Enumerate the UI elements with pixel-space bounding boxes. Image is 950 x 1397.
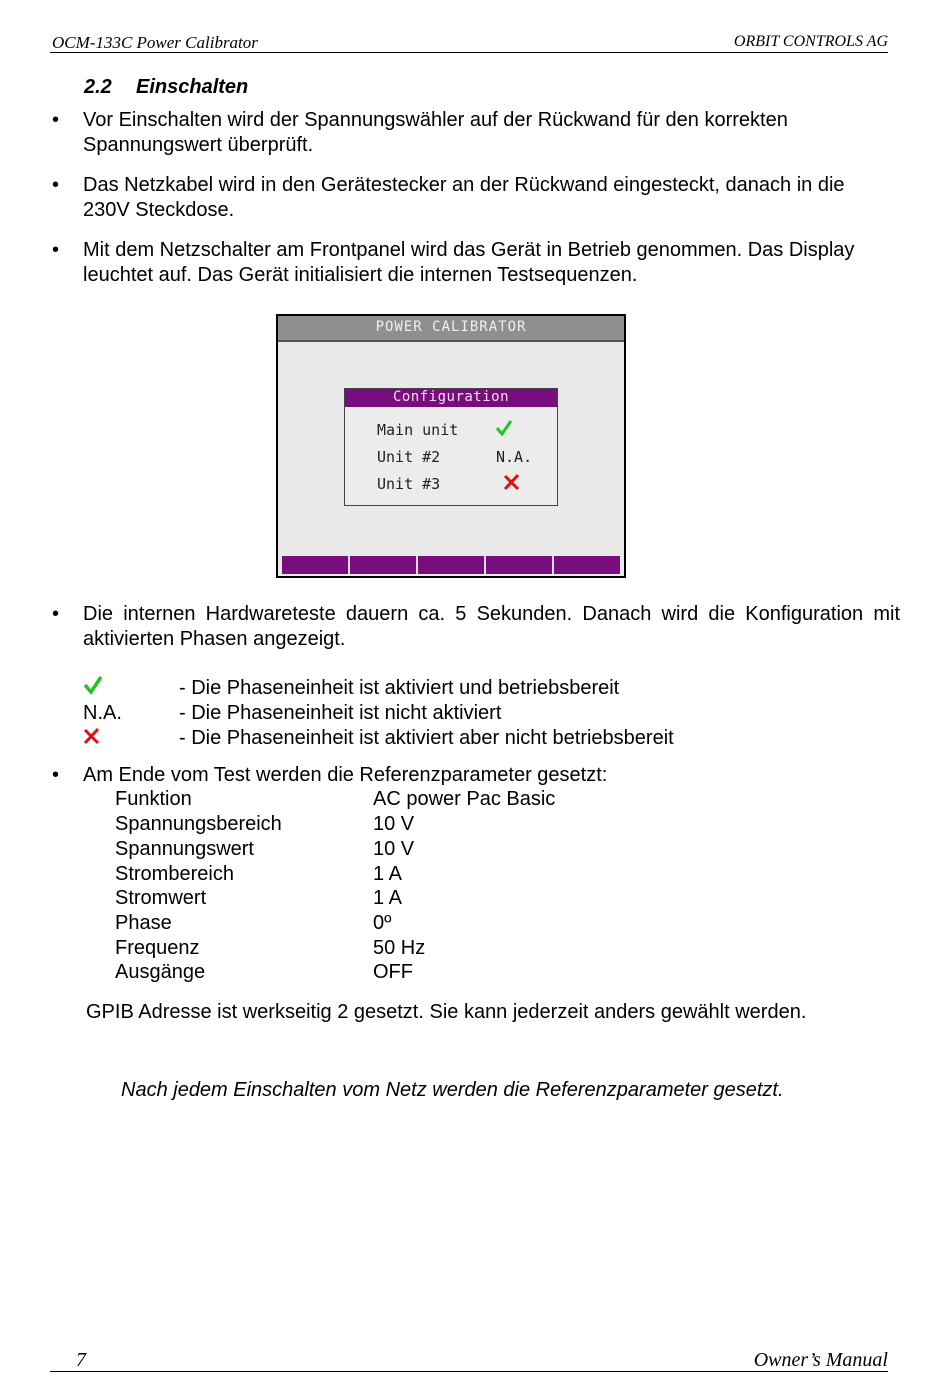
display-title: POWER CALIBRATOR xyxy=(375,319,527,335)
softkey xyxy=(552,556,620,574)
bullet-marker: • xyxy=(52,239,60,261)
gpib-note: GPIB Adresse ist werkseitig 2 gesetzt. Sie kann jederzeit anders gewählt werden. xyxy=(86,1001,807,1023)
configuration-title: Configuration xyxy=(392,389,510,405)
calibrator-display xyxy=(276,314,626,578)
param-value: AC power Pac Basic xyxy=(373,788,556,810)
footer-manual-title: Owner’s Manual xyxy=(753,1349,888,1371)
header-title: OCM-133C Power Calibrator xyxy=(52,33,258,52)
bullet-marker: • xyxy=(52,764,60,786)
softkey-bar xyxy=(282,556,620,574)
legend-text: - Die Phaseneinheit ist nicht aktiviert xyxy=(179,702,502,724)
softkey xyxy=(348,556,416,574)
check-icon xyxy=(495,419,513,441)
param-value: 1 A xyxy=(373,887,402,909)
bullet-text: Am Ende vom Test werden die Referenzparameter gesetzt: xyxy=(83,764,608,786)
check-icon xyxy=(83,675,103,700)
softkey xyxy=(484,556,552,574)
display-title-bar xyxy=(278,316,624,342)
param-name: Strombereich xyxy=(115,863,234,885)
bullet-marker: • xyxy=(52,603,60,625)
param-name: Funktion xyxy=(115,788,192,810)
bullet-marker: • xyxy=(52,174,60,196)
param-value: 50 Hz xyxy=(373,937,426,959)
header-company: ORBIT CONTROLS AG xyxy=(733,33,888,50)
param-value: 0º xyxy=(373,912,392,934)
param-name: Phase xyxy=(115,912,172,934)
unit-name: Unit #2 xyxy=(377,448,441,466)
param-name: Ausgänge xyxy=(115,961,206,983)
param-value: 10 V xyxy=(373,838,415,860)
unit-name: Unit #3 xyxy=(377,475,441,493)
bullet-marker: • xyxy=(52,109,60,131)
page-number: 7 xyxy=(76,1349,86,1371)
param-value: 1 A xyxy=(373,863,402,885)
cross-icon xyxy=(503,473,521,495)
param-name: Spannungswert xyxy=(115,838,254,860)
param-name: Stromwert xyxy=(115,887,207,909)
legend-symbol: N.A. xyxy=(83,702,122,724)
param-name: Spannungsbereich xyxy=(115,813,282,835)
softkey xyxy=(282,556,348,574)
bullet-text: Das Netzkabel wird in den Gerätestecker an der Rückwand eingesteckt, danach in die 230V Steckdose. xyxy=(83,174,845,221)
bullet-text: Vor Einschalten wird der Spannungswähler auf der Rückwand für den korrekten Spannungswert überprüft. xyxy=(83,109,788,156)
bullet-text: Die internen Hardwareteste dauern ca. 5 Sekunden. Danach wird die Konfiguration mit aktivierten Phasen angezeigt. xyxy=(83,603,900,650)
section-number: 2.2 xyxy=(84,76,112,98)
configuration-panel xyxy=(344,388,558,506)
legend-text: - Die Phaseneinheit ist aktiviert aber nicht betriebsbereit xyxy=(179,727,674,749)
bullet-text: Mit dem Netzschalter am Frontpanel wird das Gerät in Betrieb genommen. Das Display leuchtet auf. Das Gerät initialisiert die internen Testsequenzen. xyxy=(83,239,855,286)
param-value: 10 V xyxy=(373,813,415,835)
cross-icon xyxy=(83,727,101,750)
param-name: Frequenz xyxy=(115,937,200,959)
reference-note: Nach jedem Einschalten vom Netz werden die Referenzparameter gesetzt. xyxy=(121,1079,784,1101)
section-heading xyxy=(84,76,248,99)
unit-name: Main unit xyxy=(377,421,459,439)
configuration-header xyxy=(345,389,557,407)
unit-status: N.A. xyxy=(496,448,533,466)
param-value: OFF xyxy=(373,961,413,983)
page-header xyxy=(50,30,888,53)
section-title: Einschalten xyxy=(136,76,249,98)
softkey xyxy=(416,556,484,574)
page-footer xyxy=(50,1347,888,1372)
legend-text: - Die Phaseneinheit ist aktiviert und betriebsbereit xyxy=(179,677,620,699)
